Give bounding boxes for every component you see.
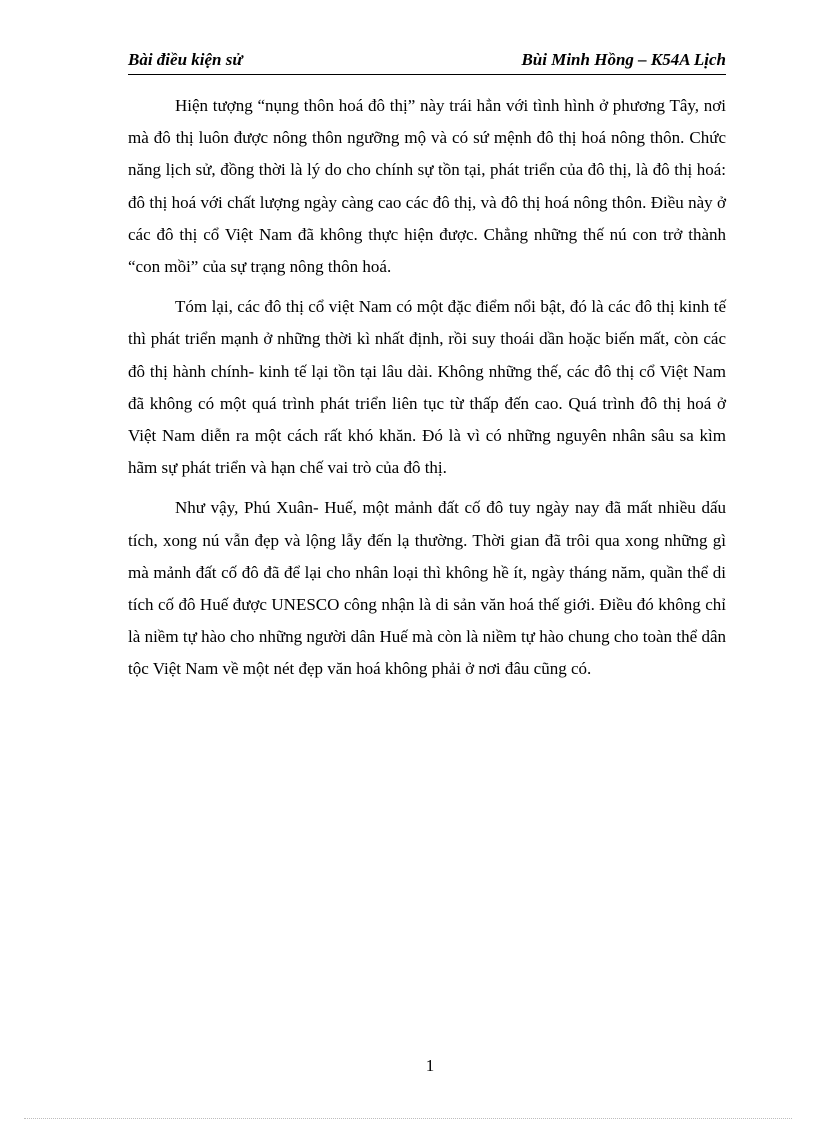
page-bottom-border: [24, 1118, 792, 1119]
page-number: 1: [425, 1056, 435, 1075]
header-rule: [128, 74, 726, 75]
header-left-title: Bài điều kiện sử: [128, 50, 243, 69]
paragraph-3: Như vậy, Phú Xuân- Huế, một mảnh đất cố đô tuy ngày nay đã mất nhiều dấu tích, xong nú vẫn đẹp và lộng lẫy đến lạ thường. Thời gian đã trôi qua xong những gì mà mảnh đất cố đô đã để lại cho nhân loại thì không hề ít, ngày tháng năm, quần thể di tích cố đô Huế được UNESCO công nhận là di sản văn hoá thế giới. Điều đó không chỉ là niềm tự hào cho những người dân Huế mà còn là niềm tự hào chung cho toàn thể dân tộc Việt Nam về một nét đẹp văn hoá không phải ở nơi đâu cũng có.: [128, 498, 726, 679]
header-author: Bùi Minh Hồng – K54A Lịch: [521, 50, 726, 69]
page-header: [128, 48, 726, 96]
paragraph-2: Tóm lại, các đô thị cổ việt Nam có một đặc điểm nổi bật, đó là các đô thị kinh tế thì phát triển mạnh ở những thời kì nhất định, rồi suy thoái dần hoặc biến mất, còn các đô thị hành chính- kinh tế lại tồn tại lâu dài. Không những thế, các đô thị cổ Việt Nam đã không có một quá trình phát triển liên tục từ thấp đến cao. Quá trình đô thị hoá ở Việt Nam diễn ra một cách rất khó khăn. Đó là vì có những nguyên nhân sâu sa kìm hãm sự phát triển và hạn chế vai trò của đô thị.: [128, 297, 726, 478]
document-body: [128, 90, 726, 694]
paragraph-1: Hiện tượng “nụng thôn hoá đô thị” này trái hẳn với tình hình ở phương Tây, nơi mà đô thị luôn được nông thôn ngưỡng mộ và có sứ mệnh đô thị hoá nông thôn. Chức năng lịch sử, đồng thời là lý do cho chính sự tồn tại, phát triển của đô thị, là đô thị hoá: đô thị hoá với chất lượng ngày càng cao các đô thị, và đô thị hoá nông thôn. Điều này ở các đô thị cổ Việt Nam đã không thực hiện được. Chẳng những thế nú con trở thành “con mồi” của sự trạng nông thôn hoá.: [128, 96, 726, 277]
